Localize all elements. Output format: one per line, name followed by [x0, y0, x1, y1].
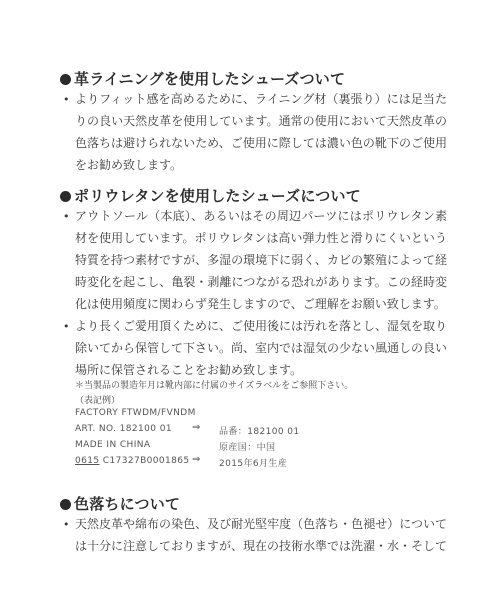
- label-translation-article: 品番：182100 01: [219, 427, 300, 437]
- arrow-right-icon: ⇒: [192, 422, 201, 433]
- filled-circle-icon: [60, 499, 71, 510]
- bullet-icon: •: [63, 210, 70, 223]
- label-line-factory: FACTORY FTWDM/FVNDM: [75, 408, 196, 418]
- label-line-article: ART. NO. 182100 01: [75, 424, 172, 434]
- paragraph-color-fading: 天然皮革や綿布の染色、及び耐光堅牢度（色落ち・色褪せ）については十分に注意しておりますが、現在の技術水準では洗濯・水・そして: [75, 517, 448, 553]
- bullet-icon: •: [63, 93, 70, 106]
- bullet-icon: •: [63, 320, 70, 333]
- filled-circle-icon: [60, 74, 71, 85]
- label-translation-date: 2015年6月生産: [219, 459, 288, 469]
- label-line-origin: MADE IN CHINA: [75, 440, 151, 450]
- label-line-date-code: 0615 C17327B0001865: [75, 456, 190, 466]
- label-translation-origin: 原産国：中国: [219, 443, 276, 453]
- filled-circle-icon: [60, 191, 71, 202]
- example-title: （表記例）: [75, 396, 121, 406]
- section-heading-leather-lining: 革ライニングを使用したシューズついて: [60, 68, 345, 89]
- manufacture-date-note: ＊当製品の製造年月は靴内部に付属のサイズラベルをご参照下さい。: [75, 381, 354, 391]
- underlined-date-code: 0615: [75, 456, 100, 466]
- section-heading-polyurethane: ポリウレタンを使用したシューズについて: [60, 185, 361, 206]
- section-heading-color-fading: 色落ちについて: [60, 493, 180, 514]
- paragraph-polyurethane-material: アウトソール（本底）、あるいはその周辺パーツにはポリウレタン素材を使用しています。ポリウレタンは高い弾力性と滑りにくいという特質を持つ素材ですが、多湿の環境下に弱く、カビの繁殖によって経時変化を起こし、亀裂・剥離につながる恐れがあります。この経時変化は使用頻度に関わらず発生しますので、ご理解をお願い致します。: [75, 209, 447, 311]
- bullet-icon: •: [63, 518, 70, 531]
- arrow-right-icon: ⇒: [192, 454, 201, 465]
- paragraph-storage-advice: より長くご愛用頂くために、ご使用後には汚れを落とし、湿気を取り除いてから保管して下さい。尚、室内では湿気の少ない風通しの良い場所に保管されることをお勧め致します。: [75, 319, 448, 377]
- paragraph-leather-lining: よりフィット感を高めるために、ライニング材（裏張り）には足当たりの良い天然皮革を使用しています。通常の使用において天然皮革の色落ちは避けられないため、ご使用に際しては濃い色の靴下のご使用をお勧め致します。: [75, 92, 447, 172]
